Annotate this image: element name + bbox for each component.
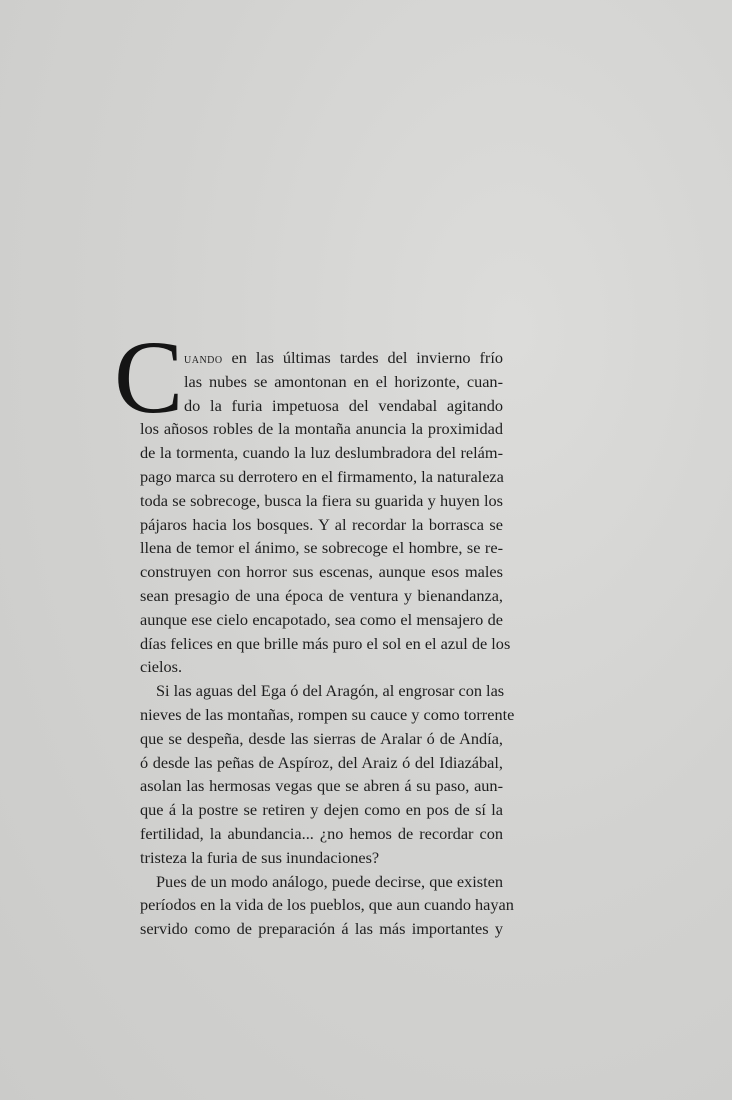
drop-cap: C [114, 320, 184, 435]
text-line: períodos en la vida de los pueblos, que aun cuando hayan [140, 895, 514, 915]
text-line: tristeza la furia de sus inundaciones? [140, 847, 380, 867]
text-line: los añosos robles de la montaña anuncia la proximidad [140, 419, 503, 439]
text-line: llena de temor el ánimo, se sobrecoge el hombre, se re- [140, 538, 503, 558]
text-line: uando en las últimas tardes del invierno frío [184, 348, 503, 367]
text-line: aunque ese cielo encapotado, sea como el mensajero de [140, 609, 503, 629]
text-line: de la tormenta, cuando la luz deslumbradora del relám- [140, 443, 503, 463]
text-line: Pues de un modo análogo, puede decirse, que existen [156, 871, 503, 891]
text-line: cielos. [140, 657, 183, 677]
text-line: servido como de preparación á las más importantes y [140, 919, 503, 939]
text-line: pago marca su derrotero en el firmamento, la naturaleza [140, 466, 504, 486]
opening-word: uando [184, 352, 223, 367]
text-line: que se despeña, desde las sierras de Aralar ó de Andía, [140, 728, 503, 748]
text-line: nieves de las montañas, rompen su cauce y como torrente [140, 704, 515, 724]
text-line: asolan las hermosas vegas que se abren á su paso, aun- [140, 776, 503, 796]
text-line: días felices en que brille más puro el sol en el azul de los [140, 633, 511, 653]
text-line: do la furia impetuosa del vendabal agitando [184, 395, 503, 415]
text-line: las nubes se amontonan en el horizonte, cuan- [184, 371, 503, 391]
text-line: pájaros hacia los bosques. Y al recordar la borrasca se [140, 514, 503, 534]
text-line: que á la postre se retiren y dejen como en pos de sí la [140, 800, 503, 820]
text-line: construyen con horror sus escenas, aunque esos males [140, 562, 503, 582]
body-text [140, 346, 515, 941]
text-line: toda se sobrecoge, busca la fiera su guarida y huyen los [140, 490, 503, 510]
text-line: sean presagio de una época de ventura y bienandanza, [140, 585, 503, 605]
text-line: fertilidad, la abundancia... ¿no hemos de recordar con [140, 823, 503, 843]
text-line: ó desde las peñas de Aspíroz, del Araiz ó del Idiazábal, [140, 752, 503, 772]
text-line: Si las aguas del Ega ó del Aragón, al engrosar con las [156, 681, 505, 701]
